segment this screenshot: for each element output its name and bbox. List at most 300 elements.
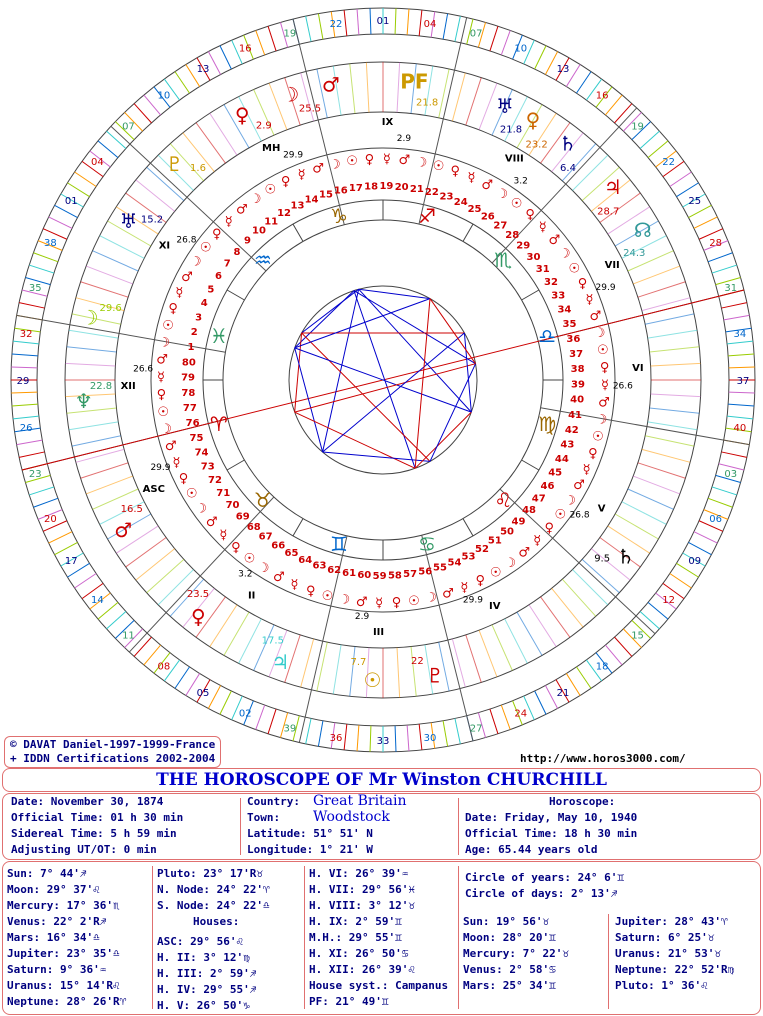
aspect-line	[295, 348, 323, 452]
transit-planet-position: Moon: 28° 20'♊	[463, 931, 556, 944]
band-tick	[633, 266, 680, 284]
age-label: 12	[277, 207, 291, 219]
transit-planet-degree: 2.9	[255, 120, 272, 132]
year-tick	[357, 9, 359, 35]
year-number: 03	[724, 469, 738, 481]
year-tick	[11, 392, 37, 393]
sign-divider	[227, 290, 244, 300]
year-number: 39	[283, 723, 297, 735]
year-tick	[175, 72, 190, 94]
house-numeral: VI	[632, 363, 644, 375]
age-label: 18	[364, 181, 379, 193]
year-tick	[370, 726, 371, 752]
transit-planet-degree: 28.7	[597, 206, 620, 218]
progression-glyph: ☿	[460, 580, 469, 596]
band-tick	[492, 625, 512, 671]
band-tick	[628, 489, 674, 509]
progression-glyph: ☉	[432, 159, 445, 175]
year-number: 30	[423, 732, 437, 744]
year-number: 40	[733, 422, 747, 434]
band-tick	[573, 570, 608, 605]
band-tick	[86, 266, 133, 284]
house-numeral: III	[372, 626, 385, 638]
transit-planet-position: Mars: 25° 34'♊	[463, 979, 556, 992]
transit-planet-degree: 7.7	[350, 656, 367, 668]
house-cusp: M.H.: 29° 55'♊	[309, 931, 402, 944]
year-tick	[29, 265, 54, 273]
progression-glyph: ♂	[442, 586, 454, 602]
band-tick	[650, 408, 700, 413]
year-tick	[256, 705, 265, 729]
year-tick	[694, 217, 717, 228]
year-tick	[535, 46, 546, 69]
adjusting-time: Adjusting UT/OT: 0 min	[11, 843, 157, 856]
house-cusp: H. III: 2° 59'♐	[157, 967, 257, 980]
aspect-line	[302, 333, 430, 461]
band-tick	[72, 436, 121, 446]
progression-glyph: ☽	[257, 561, 270, 577]
zodiac-sign-1: ♉	[253, 488, 272, 513]
band-tick	[466, 78, 481, 126]
sign-divider	[293, 224, 303, 241]
band-tick	[136, 549, 175, 580]
age-label: 45	[548, 467, 563, 479]
year-tick	[220, 46, 231, 69]
year-tick	[676, 183, 698, 197]
house-cusp-value: 29.9	[595, 283, 616, 294]
progression-glyph: ♂	[235, 202, 248, 218]
band-tick	[439, 69, 449, 118]
age-label: 62	[327, 564, 342, 576]
band-tick	[239, 619, 262, 664]
sign-divider	[463, 224, 473, 241]
year-number: 08	[157, 661, 171, 673]
year-tick	[648, 141, 668, 158]
year-tick	[12, 354, 38, 356]
natal-planet-position: Venus: 22° 2'R♐	[7, 915, 107, 928]
aspect-line	[295, 348, 472, 412]
age-label: 67	[258, 531, 273, 543]
age-label: 55	[433, 562, 447, 574]
band-tick	[76, 449, 124, 462]
band-tick	[479, 83, 497, 130]
aspect-line	[295, 412, 415, 468]
age-label: 54	[447, 557, 462, 569]
transit-planet-degree: 29.6	[99, 303, 122, 315]
year-tick	[370, 8, 371, 34]
age-label: 75	[189, 433, 204, 445]
year-tick	[268, 709, 276, 734]
year-tick	[688, 542, 711, 554]
circle-value: Circle of years: 24° 6'♊	[465, 871, 624, 884]
progression-glyph: ☿	[297, 167, 306, 183]
transit-planet-glyph: ♅	[119, 209, 138, 234]
band-tick	[69, 422, 118, 430]
progression-glyph: ☽	[593, 325, 606, 341]
progression-glyph: ☿	[382, 152, 391, 168]
latitude: Latitude: 51° 51' N	[247, 827, 373, 840]
year-tick	[501, 30, 510, 54]
year-tick	[256, 30, 265, 54]
band-tick	[147, 559, 184, 592]
node-position: N. Node: 24° 22'♈	[157, 883, 270, 896]
house-cusp: H. XI: 26° 50'♋	[309, 947, 409, 960]
aspect-line	[323, 452, 430, 461]
age-label: 14	[304, 194, 319, 206]
progression-glyph: ♀	[168, 301, 178, 317]
age-label: 23	[439, 191, 454, 203]
year-tick	[19, 303, 44, 308]
year-number: 21	[556, 687, 570, 699]
house-cusp: H. II: 3° 12'♍	[157, 951, 250, 964]
year-tick	[576, 667, 591, 689]
year-number: 14	[91, 595, 104, 607]
transit-planet-position: Sun: 19° 56'♉	[463, 915, 550, 928]
year-tick	[670, 172, 692, 187]
year-number: 01	[64, 196, 78, 207]
transit-planet-glyph: ♂	[321, 72, 340, 97]
progression-glyph: ♀	[525, 207, 535, 223]
age-label: 8	[233, 246, 241, 258]
natal-planet-position: Mercury: 17° 36'♏	[7, 899, 120, 912]
band-tick	[350, 64, 355, 114]
progression-glyph: ☉	[199, 240, 212, 256]
year-tick	[455, 718, 460, 743]
band-tick	[136, 180, 175, 211]
positions-panel	[2, 861, 761, 1015]
progression-glyph: ☉	[264, 182, 277, 198]
age-label: 69	[235, 511, 250, 523]
progression-glyph: ♂	[156, 352, 168, 368]
year-tick	[640, 612, 659, 629]
aspect-line	[295, 291, 354, 348]
age-label: 65	[284, 548, 299, 560]
progression-glyph: ☿	[582, 462, 591, 478]
year-number: 12	[662, 595, 675, 607]
progression-glyph: ☽	[415, 155, 428, 171]
year-tick	[12, 404, 38, 406]
progression-glyph: ☉	[185, 486, 198, 502]
progression-glyph: ♂	[355, 594, 368, 610]
natal-planet-position: Neptune: 28° 26'R♈	[7, 995, 127, 1008]
year-tick	[344, 10, 347, 36]
progression-glyph: ☽	[595, 412, 608, 428]
year-tick	[728, 404, 754, 406]
progression-glyph: ♀	[391, 595, 402, 611]
natal-planet-position: Saturn: 9° 36'♒	[7, 963, 107, 976]
year-tick	[712, 487, 737, 495]
transit-planet-degree: 16.5	[120, 504, 143, 516]
year-number: 37	[736, 376, 750, 387]
age-label: 44	[554, 453, 569, 465]
band-tick	[67, 347, 117, 352]
transit-planet-glyph: ☉	[363, 667, 382, 692]
year-number: 13	[196, 64, 210, 76]
year-number: 32	[19, 329, 33, 341]
transit-planet-position: Venus: 2° 58'♋	[463, 963, 556, 976]
progression-glyph: ♀	[364, 152, 375, 168]
age-label: 37	[569, 348, 584, 360]
transit-planet-degree: 21.8	[415, 97, 439, 109]
houses-heading: Houses:	[193, 915, 240, 928]
year-number: 10	[514, 43, 528, 55]
house-cusp-value: 26.8	[176, 235, 197, 246]
zodiac-sign-7: ♏	[494, 247, 513, 272]
age-label: 30	[526, 251, 541, 263]
transit-planet-position: Uranus: 21° 53'♉	[615, 947, 721, 960]
year-tick	[419, 724, 422, 750]
age-label: 46	[540, 480, 555, 492]
sign-divider	[293, 519, 303, 536]
band-tick	[562, 579, 595, 616]
age-label: 70	[225, 500, 240, 512]
age-label: 24	[453, 197, 468, 209]
progression-glyph: ☽	[496, 186, 509, 202]
house-cusp-value: 29.9	[283, 150, 304, 161]
sign-divider	[522, 290, 539, 300]
progression-glyph: ♀	[231, 540, 241, 556]
aspect-line	[430, 299, 476, 364]
age-label: 36	[566, 333, 581, 345]
year-number: 15	[631, 630, 644, 642]
zodiac-sign-9: ♑	[330, 203, 348, 228]
house-cusp: H. IV: 29° 55'♐	[157, 983, 257, 996]
sign-divider	[227, 460, 244, 470]
aspect-line	[359, 289, 430, 298]
year-tick	[75, 573, 97, 588]
age-label: 78	[181, 387, 196, 399]
year-number: 02	[238, 708, 252, 720]
house-numeral: IV	[489, 601, 501, 613]
band-tick	[622, 502, 667, 525]
circle-value: Circle of days: 2° 13'♐	[465, 887, 618, 900]
house-cusp: House syst.: Campanus	[309, 979, 449, 992]
progression-glyph: ♀	[280, 174, 291, 190]
year-number: 09	[688, 556, 702, 567]
natal-planet-position: Uranus: 15° 14'R♌	[7, 979, 120, 992]
horoscope-time: Official Time: 18 h 30 min	[465, 827, 638, 840]
age-label: 29	[516, 240, 531, 252]
band-tick	[651, 394, 701, 397]
year-tick	[535, 691, 546, 714]
band-tick	[642, 449, 690, 462]
year-tick	[107, 131, 126, 148]
progression-glyph: ☉	[162, 318, 174, 334]
country-value: Great Britain	[313, 793, 407, 809]
house-cusp-value: 26.8	[569, 510, 590, 521]
band-tick	[317, 642, 327, 691]
progression-glyph: ♂	[598, 395, 610, 411]
progression-glyph: ☿	[533, 533, 542, 549]
year-tick	[395, 8, 396, 34]
year-number: 05	[196, 687, 210, 699]
year-tick	[268, 26, 276, 51]
year-tick	[694, 532, 717, 543]
year-number: 01	[376, 16, 390, 27]
zodiac-sign-4: ♌	[494, 488, 513, 513]
year-tick	[729, 367, 755, 368]
year-tick	[724, 315, 750, 320]
chart-title: THE HOROSCOPE OF Mr Winston CHURCHILL	[2, 768, 761, 792]
progression-glyph: ☽	[160, 422, 173, 438]
year-tick	[419, 10, 422, 36]
year-tick	[13, 341, 39, 344]
year-number: 28	[709, 238, 722, 250]
age-label: 21	[409, 183, 424, 195]
transit-planet-degree: 1.6	[190, 163, 206, 175]
transit-planet-degree: 6.4	[560, 163, 576, 175]
age-label: 57	[403, 569, 418, 581]
age-label: 31	[535, 264, 550, 276]
year-tick	[615, 104, 632, 123]
transit-planet-glyph: ♃	[271, 649, 290, 674]
node-position: Pluto: 23° 17'R♉	[157, 867, 263, 880]
progression-glyph: ☉	[554, 507, 567, 523]
year-tick	[490, 709, 498, 734]
progression-glyph: ☉	[489, 565, 502, 581]
year-number: 33	[376, 736, 390, 747]
progression-glyph: ☽	[189, 254, 202, 270]
progression-glyph: ☿	[224, 214, 233, 230]
age-label: 25	[467, 203, 482, 215]
house-numeral: XII	[120, 380, 136, 392]
age-label: 15	[319, 189, 333, 201]
progression-glyph: ☿	[538, 219, 547, 235]
zodiac-sign-10: ♒	[253, 247, 272, 272]
transit-planet-degree: 9.5	[594, 553, 611, 565]
age-label: 76	[185, 418, 200, 430]
age-label: 32	[544, 277, 558, 289]
transit-planet-glyph: ♄	[616, 544, 635, 569]
age-label: 17	[348, 182, 363, 194]
town-value: Woodstock	[313, 809, 390, 825]
year-tick	[318, 14, 323, 40]
year-number: 24	[514, 708, 528, 720]
progression-glyph: ♂	[205, 515, 218, 531]
year-tick	[55, 205, 78, 217]
age-label: 2	[190, 327, 198, 339]
age-label: 4	[200, 298, 208, 310]
progression-glyph: ♀	[475, 573, 486, 589]
progression-glyph: ♀	[577, 276, 588, 292]
sidereal-time: Sidereal Time: 5 h 59 min	[11, 827, 177, 840]
progression-glyph: ☽	[249, 192, 262, 208]
transit-planet-glyph: ♇	[426, 663, 445, 688]
age-label: 22	[424, 187, 439, 199]
progression-glyph: ♂	[181, 269, 193, 285]
band-tick	[301, 639, 314, 687]
house-cusp: H. XII: 26° 39'♌	[309, 963, 415, 976]
band-tick	[81, 282, 129, 297]
age-label: 80	[181, 357, 196, 369]
age-label: 34	[557, 304, 572, 316]
progression-glyph: ☉	[157, 404, 169, 420]
year-tick	[175, 667, 190, 689]
progression-glyph: ☿	[290, 577, 299, 593]
band-tick	[333, 645, 341, 694]
age-label: 52	[475, 544, 489, 556]
year-number: 34	[733, 329, 747, 341]
band-tick	[638, 282, 686, 297]
age-label: 3	[195, 312, 203, 324]
year-number: 27	[469, 723, 483, 735]
age-label: 63	[312, 560, 327, 572]
year-number: 07	[122, 121, 135, 133]
house-cusp-value: 26.6	[612, 381, 633, 392]
progression-glyph: ☿	[375, 595, 384, 611]
year-number: 10	[157, 90, 171, 102]
age-label: 59	[372, 570, 387, 582]
age-label: 53	[461, 551, 476, 563]
year-tick	[407, 725, 409, 751]
year-tick	[13, 416, 39, 419]
transit-planet-glyph: ♂	[114, 518, 133, 542]
house-numeral: VII	[604, 260, 620, 272]
year-number: 19	[283, 28, 297, 40]
year-tick	[344, 724, 347, 750]
band-tick	[645, 436, 694, 446]
year-number: 18	[595, 661, 609, 673]
transit-planet-degree: 25.5	[298, 103, 322, 115]
sign-divider	[463, 519, 473, 536]
band-tick	[196, 123, 225, 163]
aspect-line	[295, 364, 476, 412]
progression-glyph: ☿	[219, 528, 228, 544]
year-tick	[395, 726, 396, 752]
official-time: Official Time: 01 h 30 min	[11, 811, 184, 824]
progression-glyph: ♂	[481, 177, 494, 193]
band-tick	[411, 647, 416, 697]
year-tick	[134, 637, 151, 656]
band-tick	[100, 236, 145, 259]
year-tick	[712, 265, 737, 273]
house-cusp-value: 26.6	[133, 364, 154, 375]
year-number: 38	[44, 238, 57, 250]
band-tick	[573, 155, 608, 190]
year-tick	[443, 14, 448, 40]
band-tick	[366, 62, 369, 112]
house-numeral: ASC	[142, 483, 165, 495]
age-label: 35	[562, 318, 577, 330]
year-tick	[357, 725, 359, 751]
year-tick	[615, 637, 632, 656]
transit-planet-position: Neptune: 22° 52'R♍	[615, 963, 735, 976]
progression-glyph: ♀	[588, 446, 598, 462]
website-link[interactable]: http://www.horos3000.com/	[520, 752, 686, 765]
transit-planet-degree: 21.8	[499, 124, 523, 136]
year-number: 17	[64, 556, 78, 567]
age-label: 41	[568, 409, 582, 421]
band-tick	[552, 588, 583, 627]
age-label: 77	[182, 403, 197, 415]
progression-glyph: ♀	[211, 226, 222, 242]
zodiac-sign-11: ♓	[209, 324, 228, 349]
age-label: 56	[418, 566, 433, 578]
year-tick	[721, 303, 746, 308]
transit-planet-degree: 15.2	[140, 214, 164, 226]
age-label: 43	[560, 439, 575, 451]
natal-planet-position: Jupiter: 23° 35'♎	[7, 947, 120, 960]
progression-glyph: ♂	[589, 309, 602, 325]
year-number: 19	[631, 121, 644, 133]
age-label: 27	[493, 220, 508, 232]
natal-planet-position: Moon: 29° 37'♌	[7, 883, 100, 896]
band-tick	[650, 347, 700, 352]
house-numeral: V	[597, 503, 606, 515]
progression-glyph: ☽	[564, 493, 577, 509]
house-cusp: H. VII: 29° 56'♓	[309, 883, 415, 896]
year-tick	[306, 718, 311, 743]
